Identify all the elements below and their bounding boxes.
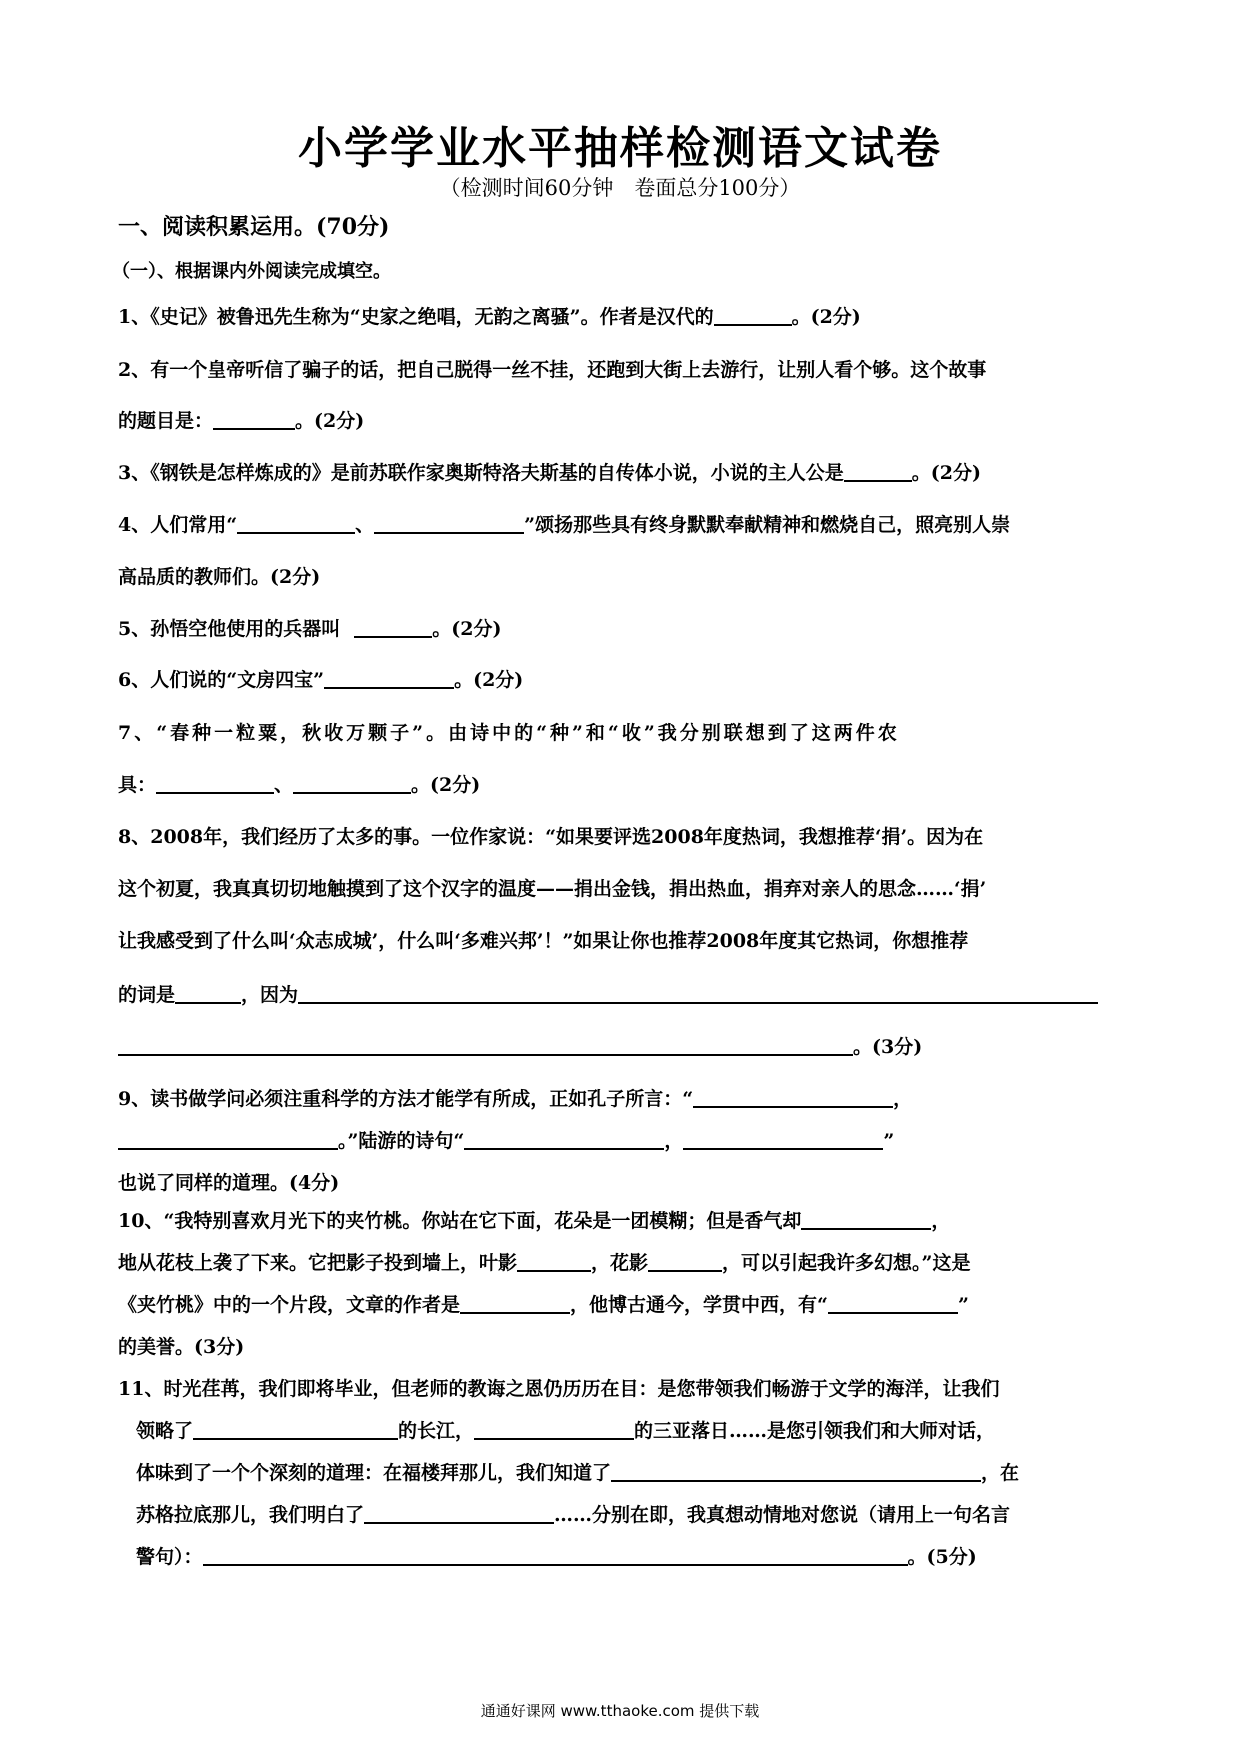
answer-blank[interactable] bbox=[474, 1418, 634, 1440]
answer-blank[interactable] bbox=[844, 460, 912, 482]
answer-blank[interactable] bbox=[828, 1292, 958, 1314]
answer-blank[interactable] bbox=[298, 982, 1098, 1004]
question-10-cont-1: 地从花枝上袭了下来。它把影子投到墙上，叶影 ，花影 ，可以引起我许多幻想。”这是 bbox=[118, 1252, 971, 1274]
question-5: 5、孙悟空他使用的兵器叫 。(2分) bbox=[118, 618, 502, 640]
answer-blank[interactable] bbox=[293, 772, 411, 794]
answer-blank[interactable] bbox=[324, 667, 454, 689]
answer-blank[interactable] bbox=[517, 1250, 591, 1272]
question-8: 8、2008年，我们经历了太多的事。一位作家说：“如果要评选2008年度热词，我想推荐‘捐’。因为在 bbox=[118, 826, 984, 848]
answer-blank[interactable] bbox=[203, 1544, 908, 1566]
answer-blank[interactable] bbox=[354, 616, 432, 638]
question-11-cont-2: 体味到了一个个深刻的道理：在福楼拜那儿，我们知道了 ，在 bbox=[136, 1462, 1020, 1484]
question-7-cont: 具： 、 。(2分) bbox=[118, 774, 481, 796]
question-11-cont-4: 警句）： 。(5分) bbox=[136, 1546, 977, 1568]
question-10: 10、“我特别喜欢月光下的夹竹桃。你站在它下面，花朵是一团模糊；但是香气却 ， bbox=[118, 1210, 951, 1232]
answer-blank[interactable] bbox=[237, 512, 355, 534]
answer-blank[interactable] bbox=[193, 1418, 398, 1440]
answer-blank[interactable] bbox=[175, 982, 241, 1004]
question-9: 9、读书做学问必须注重科学的方法才能学有所成，正如孔子所言：“ ， bbox=[118, 1088, 913, 1110]
page-title: 小学学业水平抽样检测语文试卷 bbox=[298, 123, 942, 174]
question-8-cont-1: 这个初夏，我真真切切地触摸到了这个汉字的温度——捐出金钱，捐出热血，捐弃对亲人的思念……‘捐’ bbox=[118, 878, 987, 900]
question-11-cont-3: 苏格拉底那儿，我们明白了 ……分别在即，我真想动情地对您说（请用上一句名言 bbox=[136, 1504, 1011, 1526]
answer-blank[interactable] bbox=[611, 1460, 981, 1482]
subsection-heading: （一）、根据课内外阅读完成填空。 bbox=[112, 261, 391, 282]
question-11-cont-1: 领略了 的长江， 的三亚落日……是您引领我们和大师对话， bbox=[136, 1420, 996, 1442]
footer-note: 通通好课网 www.tthaoke.com 提供下载 bbox=[480, 1702, 760, 1720]
answer-blank[interactable] bbox=[213, 408, 295, 430]
question-10-cont-3: 的美誉。(3分) bbox=[118, 1336, 245, 1358]
answer-blank[interactable] bbox=[118, 1128, 338, 1150]
question-9-cont: 。”陆游的诗句“ ， ” bbox=[118, 1126, 894, 1153]
question-3: 3、《钢铁是怎样炼成的》是前苏联作家奥斯特洛夫斯基的自传体小说，小说的主人公是 。(2分) bbox=[118, 462, 981, 484]
section-heading: 一、阅读积累运用。(70分) bbox=[118, 214, 390, 240]
answer-blank[interactable] bbox=[364, 1502, 554, 1524]
question-8-cont-2: 让我感受到了什么叫‘众志成城’，什么叫‘多难兴邦’！”如果让你也推荐2008年度其它热词，你想推荐 bbox=[118, 930, 969, 952]
answer-blank[interactable] bbox=[156, 772, 274, 794]
question-4: 4、人们常用“ 、 ”颂扬那些具有终身默默奉献精神和燃烧自己，照亮别人崇 bbox=[118, 514, 1011, 536]
question-10-cont-2: 《夹竹桃》中的一个片段，文章的作者是 ，他博古通今，学贯中西，有“ ” bbox=[118, 1294, 969, 1316]
answer-blank[interactable] bbox=[683, 1128, 883, 1150]
answer-blank[interactable] bbox=[374, 512, 524, 534]
answer-blank[interactable] bbox=[648, 1250, 722, 1272]
answer-blank[interactable] bbox=[801, 1208, 931, 1230]
answer-blank[interactable] bbox=[693, 1086, 893, 1108]
answer-blank[interactable] bbox=[460, 1292, 570, 1314]
question-9-cont-2: 也说了同样的道理。(4分) bbox=[118, 1172, 340, 1194]
answer-blank[interactable] bbox=[464, 1128, 664, 1150]
question-11: 11、时光荏苒，我们即将毕业，但老师的教诲之恩仍历历在目：是您带领我们畅游于文学的海洋，让我们 bbox=[118, 1378, 1000, 1400]
question-8-cont-3: 的词是 ，因为 bbox=[118, 980, 1098, 1007]
answer-blank[interactable] bbox=[714, 304, 792, 326]
answer-blank[interactable] bbox=[118, 1034, 853, 1056]
question-8-cont-4: 。(3分) bbox=[118, 1032, 922, 1059]
question-4-cont: 高品质的教师们。(2分) bbox=[118, 566, 321, 588]
question-1: 1、《史记》被鲁迅先生称为“史家之绝唱，无韵之离骚”。作者是汉代的 。(2分) bbox=[118, 306, 861, 328]
question-6: 6、人们说的“文房四宝” 。(2分) bbox=[118, 669, 524, 691]
question-7: 7、“春种一粒粟，秋收万颗子”。由诗中的“种”和“收”我分别联想到了这两件农 bbox=[118, 722, 900, 744]
page-subtitle: （检测时间60分钟 卷面总分100分） bbox=[439, 176, 801, 200]
question-2-cont: 的题目是： 。(2分) bbox=[118, 410, 365, 432]
question-2: 2、有一个皇帝听信了骗子的话，把自己脱得一丝不挂，还跑到大街上去游行，让别人看个够。这个故事 bbox=[118, 359, 987, 381]
